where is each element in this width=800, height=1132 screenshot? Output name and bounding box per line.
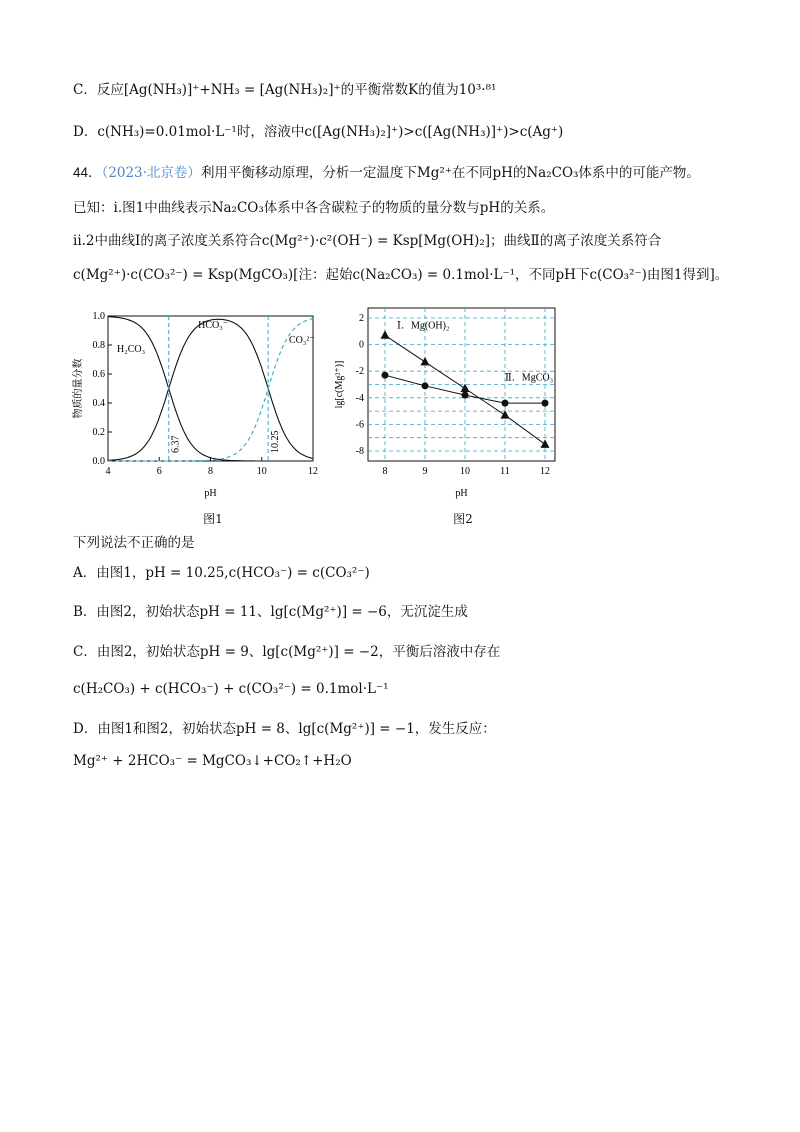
figure-2-x-tick-label: 8	[382, 466, 388, 477]
figure-1-label-hco3: HCO₃⁻	[198, 320, 229, 331]
figure-1-curve-co3	[108, 319, 313, 462]
question-source[interactable]: （2023·北京卷）	[101, 165, 201, 181]
figure-1-chart	[70, 300, 330, 510]
figure-1-curve-h2co3	[108, 317, 313, 461]
figure-2-x-tick-label: 11	[500, 466, 510, 477]
figure-2-x-label: pH	[455, 488, 468, 499]
figure-2-y-tick-label: -6	[355, 419, 364, 431]
figure-2-point-mgco3	[422, 382, 429, 389]
figure-2-x-tick-label: 12	[540, 466, 550, 477]
option-c-equation: c(H₂CO₃) + c(HCO₃⁻) + c(CO₃²⁻) = 0.1mol·L⁻¹	[73, 681, 389, 697]
figure-2-point-mgoh2	[381, 330, 390, 339]
option-b[interactable]: B．由图2，初始状态pH = 11、lg[c(Mg²⁺)] = −6，无沉淀生成	[73, 604, 468, 620]
option-d-prev: D．c(NH₃)=0.01mol·L⁻¹时，溶液中c([Ag(NH₃)₂]⁺)>c([Ag(NH₃)]⁺)>c(Ag⁺)	[73, 124, 564, 140]
figure-2-point-mgoh2	[541, 439, 550, 448]
figure-1-y-tick-label: 0.8	[92, 340, 105, 351]
figure-1-frame	[108, 316, 313, 461]
figure-2-x-tick-label: 9	[422, 466, 428, 477]
figure-1-y-tick-label: 0.2	[92, 427, 105, 438]
figure-1-y-tick-label: 1.0	[92, 311, 105, 322]
figure-2-label-mgoh2: Ⅰ．Mg(OH)₂	[397, 320, 450, 332]
figure-1-x-tick-label: 4	[105, 466, 111, 477]
figure-1-y-label: 物质的量分数	[73, 358, 84, 419]
figure-1-x-tick-label: 8	[208, 466, 213, 477]
figure-1-x-tick-label: 6	[156, 466, 162, 477]
figure-2-y-tick-label: -2	[355, 366, 364, 378]
figure-2-y-tick-label: 0	[359, 339, 364, 351]
figure-1-y-tick-label: 0.0	[92, 456, 105, 467]
figure-2-point-mgoh2	[421, 357, 430, 366]
option-c[interactable]: C．由图2，初始状态pH = 9、lg[c(Mg²⁺)] = −2，平衡后溶液中存在	[73, 644, 501, 660]
figure-1-marker-label: 6.37	[170, 435, 182, 453]
figure-2-point-mgco3	[382, 372, 389, 379]
option-a[interactable]: A．由图1，pH = 10.25,c(HCO₃⁻) = c(CO₃²⁻)	[73, 565, 370, 581]
figure-2-point-mgco3	[462, 392, 469, 399]
figure-2-label-mgco3: Ⅱ．MgCO₃	[505, 372, 554, 384]
figure-2-y-tick-label: 2	[359, 313, 364, 324]
figure-1-label-co3: CO₃²⁻	[289, 335, 315, 346]
option-d[interactable]: D．由图1和图2，初始状态pH = 8、lg[c(Mg²⁺)] = −1，发生反应：	[73, 721, 496, 737]
question-text: 利用平衡移动原理，分析一定温度下Mg²⁺在不同pH的Na₂CO₃体系中的可能产物。	[200, 165, 700, 181]
figure-1-x-label: pH	[204, 488, 217, 499]
question-prompt: 下列说法不正确的是	[73, 535, 195, 551]
figure-2-caption: 图2	[453, 512, 473, 526]
figure-1-marker-label: 10.25	[270, 430, 282, 453]
figure-2-y-tick-label: -8	[355, 446, 364, 457]
figure-2-chart	[330, 298, 570, 510]
figure-1-curve-hco3	[108, 319, 313, 460]
figure-1-caption: 图1	[203, 512, 223, 526]
figure-2-point-mgco3	[542, 400, 549, 407]
figure-1-y-tick-label: 0.6	[92, 369, 105, 380]
figure-1-label-h2co3: H₂CO₃	[117, 344, 146, 355]
question-number: 44．	[73, 165, 102, 180]
figure-2-y-tick-label: -4	[355, 392, 364, 404]
known-ii: ii.2中曲线Ⅰ的离子浓度关系符合c(Mg²⁺)·c²(OH⁻) = Ksp[Mg(OH)₂]；曲线Ⅱ的离子浓度关系符合	[73, 233, 662, 249]
figure-1-x-tick-label: 12	[308, 466, 318, 477]
figure-2-point-mgco3	[502, 400, 509, 407]
figure-2-x-tick-label: 10	[460, 466, 470, 477]
option-c-prev: C．反应[Ag(NH₃)]⁺+NH₃ = [Ag(NH₃)₂]⁺的平衡常数K的值为10³·⁸¹	[73, 82, 497, 98]
figure-1-y-tick-label: 0.4	[92, 398, 105, 409]
known-i: 已知：i.图1中曲线表示Na₂CO₃体系中各含碳粒子的物质的量分数与pH的关系。	[73, 200, 555, 216]
figure-2-y-label: lg[c(Mg²⁺)]	[334, 360, 345, 409]
known-ii-cont: c(Mg²⁺)·c(CO₃²⁻) = Ksp(MgCO₃)[注：起始c(Na₂CO₃) = 0.1mol·L⁻¹，不同pH下c(CO₃²⁻)由图1得到]。	[73, 267, 729, 283]
option-d-equation: Mg²⁺ + 2HCO₃⁻ = MgCO₃↓+CO₂↑+H₂O	[73, 753, 352, 769]
figure-1-x-tick-label: 10	[256, 466, 267, 477]
question-header	[73, 163, 700, 183]
